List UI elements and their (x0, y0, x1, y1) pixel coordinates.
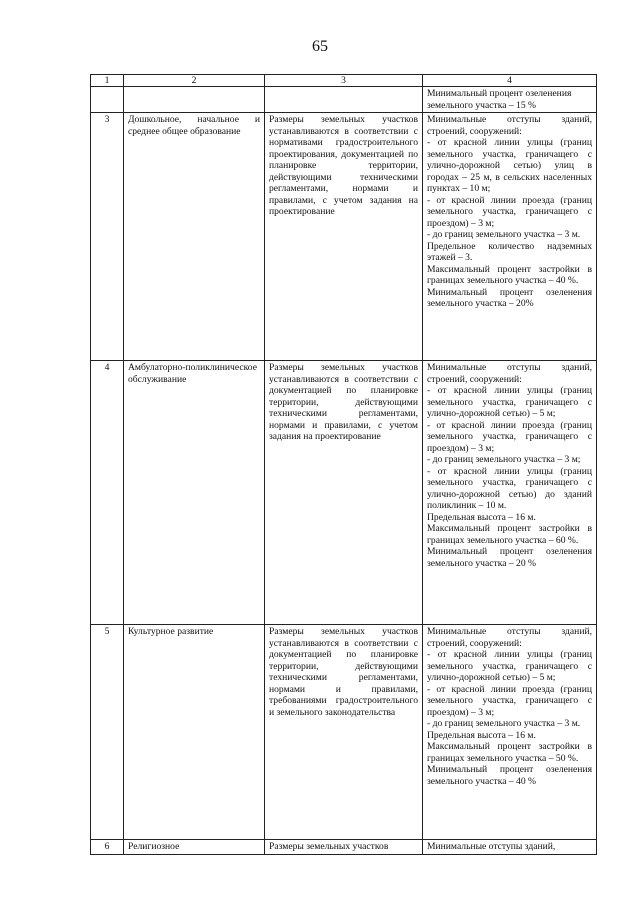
header-cell-4: 4 (423, 75, 597, 87)
row-use-name: Религиозное (124, 840, 265, 855)
param-line: - от красной линии улицы (границ земельного участка, граничащего с улично-дорожной сетью) – 5 м; (427, 385, 592, 419)
table-header-row (91, 75, 597, 87)
param-line: - от красной линии проезда (границ земельного участка, граничащего с проездом) – 3 м; (427, 194, 592, 229)
param-line: - до границ земельного участка – 3 м. (427, 718, 581, 729)
row-number: 3 (91, 113, 124, 361)
param-line: - от красной линии улицы (границ земельного участка, граничащего с улично-дорожной сетью) до зданий поликлиник – 10 м. (427, 465, 592, 511)
param-line: - до границ земельного участка – 3 м. (427, 229, 581, 240)
param-line: Минимальные отступы зданий, строений, сооружений: (427, 114, 592, 137)
cont-param-line: земельного участка – 15 % (427, 99, 537, 111)
param-line: - от красной линии проезда (границ земельного участка, граничащего с проездом) – 3 м; (427, 683, 592, 718)
table-row-continuation (91, 87, 597, 113)
table-row (91, 840, 597, 855)
param-line: Минимальный процент озеленения земельного участка – 20% (427, 286, 592, 309)
row-use-name: Амбулаторно-поликлиническое обслуживание (124, 361, 265, 625)
row-parameters (423, 625, 597, 840)
row-plot-sizes: Размеры земельных участков устанавливаются в соответствии с документацией по планировке территории, действующими техническими регламентами, нормами и правилами, с учетом задания на проектирование (265, 361, 423, 625)
param-line: Максимальный процент застройки в границах земельного участка – 40 %. (427, 263, 592, 286)
row-parameters (423, 361, 597, 625)
page-number: 65 (312, 38, 328, 55)
table-row (91, 625, 597, 840)
param-line: Минимальный процент озеленения земельного участка – 20 % (427, 546, 592, 569)
row-use-name: Культурное развитие (124, 625, 265, 840)
row-plot-sizes: Размеры земельных участков (265, 840, 423, 855)
param-line: Предельная высота – 16 м. (427, 729, 536, 741)
table-row (91, 113, 597, 361)
param-line: Минимальные отступы зданий, строений, сооружений: (427, 626, 592, 649)
param-line: Минимальный процент озеленения земельного участка – 40 % (427, 764, 592, 787)
param-line: Предельное количество надземных этажей – 3. (427, 240, 592, 263)
row-plot-sizes: Размеры земельных участков устанавливаются в соответствии с нормативами градостроительного проектирования, документацией по планировке территории, действующими техническими регламентами, нормами и правилами, с учетом задания на проектирование (265, 113, 423, 361)
row-number: 5 (91, 625, 124, 840)
row-number: 6 (91, 840, 124, 855)
param-line: - от красной линии улицы (границ земельного участка, граничащего с улично-дорожной сетью) – 5 м; (427, 649, 592, 683)
cont-sizes-cell (265, 87, 423, 113)
param-line: Минимальные отступы зданий, строений, сооружений: (427, 362, 592, 385)
param-line: - от красной линии улицы (границ земельного участка, граничащего с улично-дорожной сетью) улиц в городах – 25 м, в сельских населенных пунктах – 10 м; (427, 137, 592, 194)
param-line: Максимальный процент застройки в границах земельного участка – 50 %. (427, 741, 592, 764)
header-cell-2: 2 (124, 75, 265, 87)
header-cell-1: 1 (91, 75, 124, 87)
param-line: - до границ земельного участка – 3 м; (427, 454, 581, 465)
cont-param-line: Минимальный процент озеленения (427, 88, 572, 99)
header-cell-3: 3 (265, 75, 423, 87)
cont-num-cell (91, 87, 124, 113)
cont-params-cell (423, 87, 597, 113)
row-parameters (423, 840, 597, 855)
row-parameters (423, 113, 597, 361)
row-number: 4 (91, 361, 124, 625)
regulations-table (90, 74, 597, 855)
row-plot-sizes: Размеры земельных участков устанавливаются в соответствии с документацией по планировке территории, действующими техническими регламентами, нормами и правилами, требованиями градостроительного и земельного законодательства (265, 625, 423, 840)
table-row (91, 361, 597, 625)
cont-name-cell (124, 87, 265, 113)
param-line: Предельная высота – 16 м. (427, 511, 536, 523)
param-line: Минимальные отступы зданий, (427, 841, 556, 852)
param-line: Максимальный процент застройки в границах земельного участка – 60 %. (427, 523, 592, 546)
param-line: - от красной линии проезда (границ земельного участка, граничащего с проездом) – 3 м; (427, 419, 592, 454)
row-use-name: Дошкольное, начальное и среднее общее образование (124, 113, 265, 361)
